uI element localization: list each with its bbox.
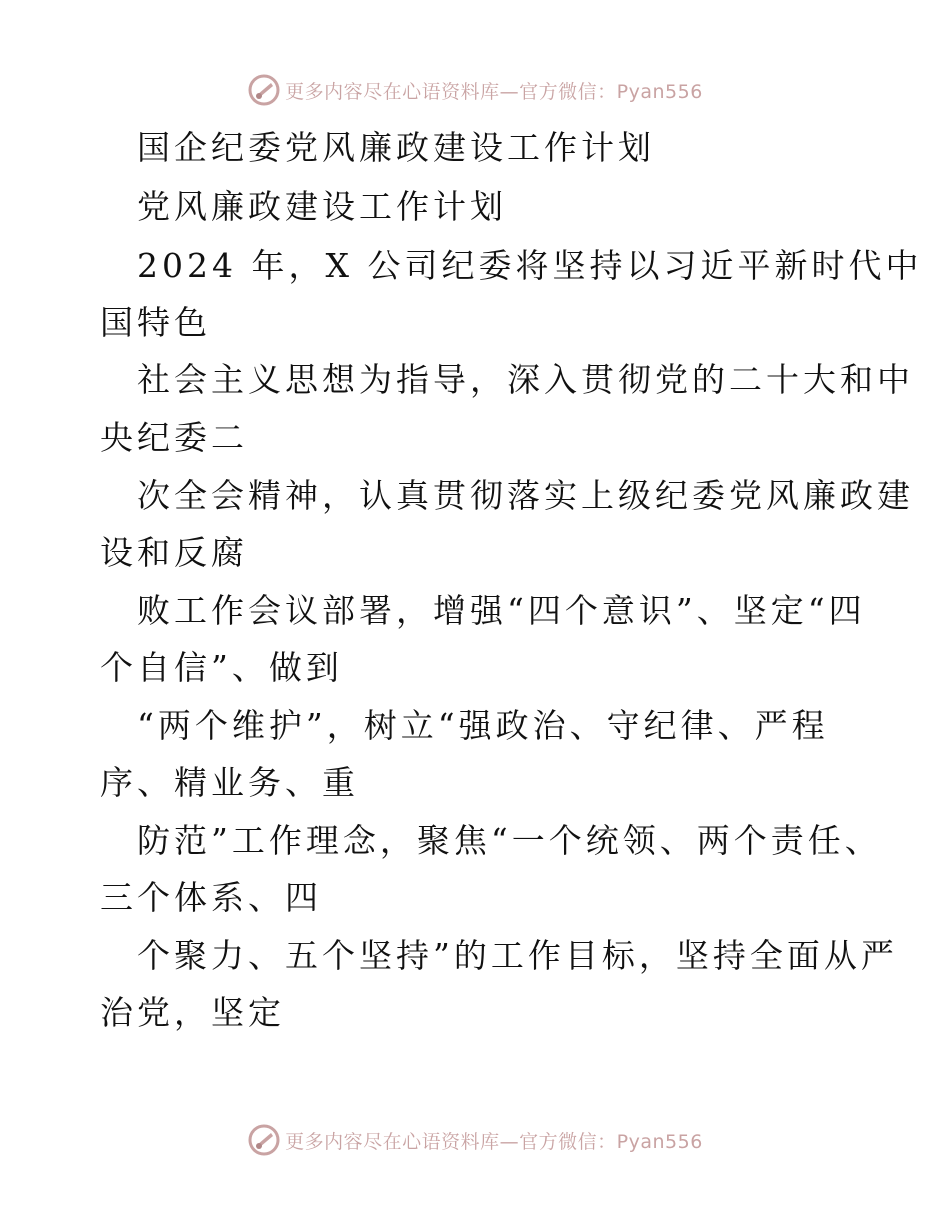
paragraph-line: 三个体系、四 [100, 878, 322, 917]
paragraph-line: 败工作会议部署，增强“四个意识”、坚定“四 [137, 591, 866, 630]
paragraph-line: 序、精业务、重 [100, 763, 359, 802]
header-watermark [0, 70, 950, 110]
paragraph-line: 防范”工作理念，聚焦“一个统领、两个责任、 [137, 821, 882, 860]
paragraph-line: 次全会精神，认真贯彻落实上级纪委党风廉政建 [137, 476, 914, 515]
paragraph-line: 国特色 [100, 303, 211, 342]
paragraph-line: 央纪委二 [100, 418, 248, 457]
paragraph-line: 个聚力、五个坚持”的工作目标，坚持全面从严 [137, 936, 898, 975]
footer-watermark [0, 1120, 950, 1160]
document-title: 国企纪委党风廉政建设工作计划 [137, 128, 655, 167]
paragraph-line: 个自信”、做到 [100, 648, 343, 687]
logo-icon [247, 1123, 281, 1157]
document-subtitle: 党风廉政建设工作计划 [137, 187, 507, 226]
watermark-text: 更多内容尽在心语资料库—官方微信：Pyan556 [285, 80, 703, 103]
paragraph-line: 设和反腐 [100, 533, 248, 572]
watermark-text: 更多内容尽在心语资料库—官方微信：Pyan556 [285, 1130, 703, 1153]
logo-icon [247, 73, 281, 107]
paragraph-line: 社会主义思想为指导，深入贯彻党的二十大和中 [137, 360, 914, 399]
paragraph-line: “两个维护”，树立“强政治、守纪律、严程 [137, 706, 829, 745]
paragraph-line: 2024 年，X 公司纪委将坚持以习近平新时代中 [137, 246, 923, 285]
paragraph-line: 治党，坚定 [100, 993, 285, 1032]
